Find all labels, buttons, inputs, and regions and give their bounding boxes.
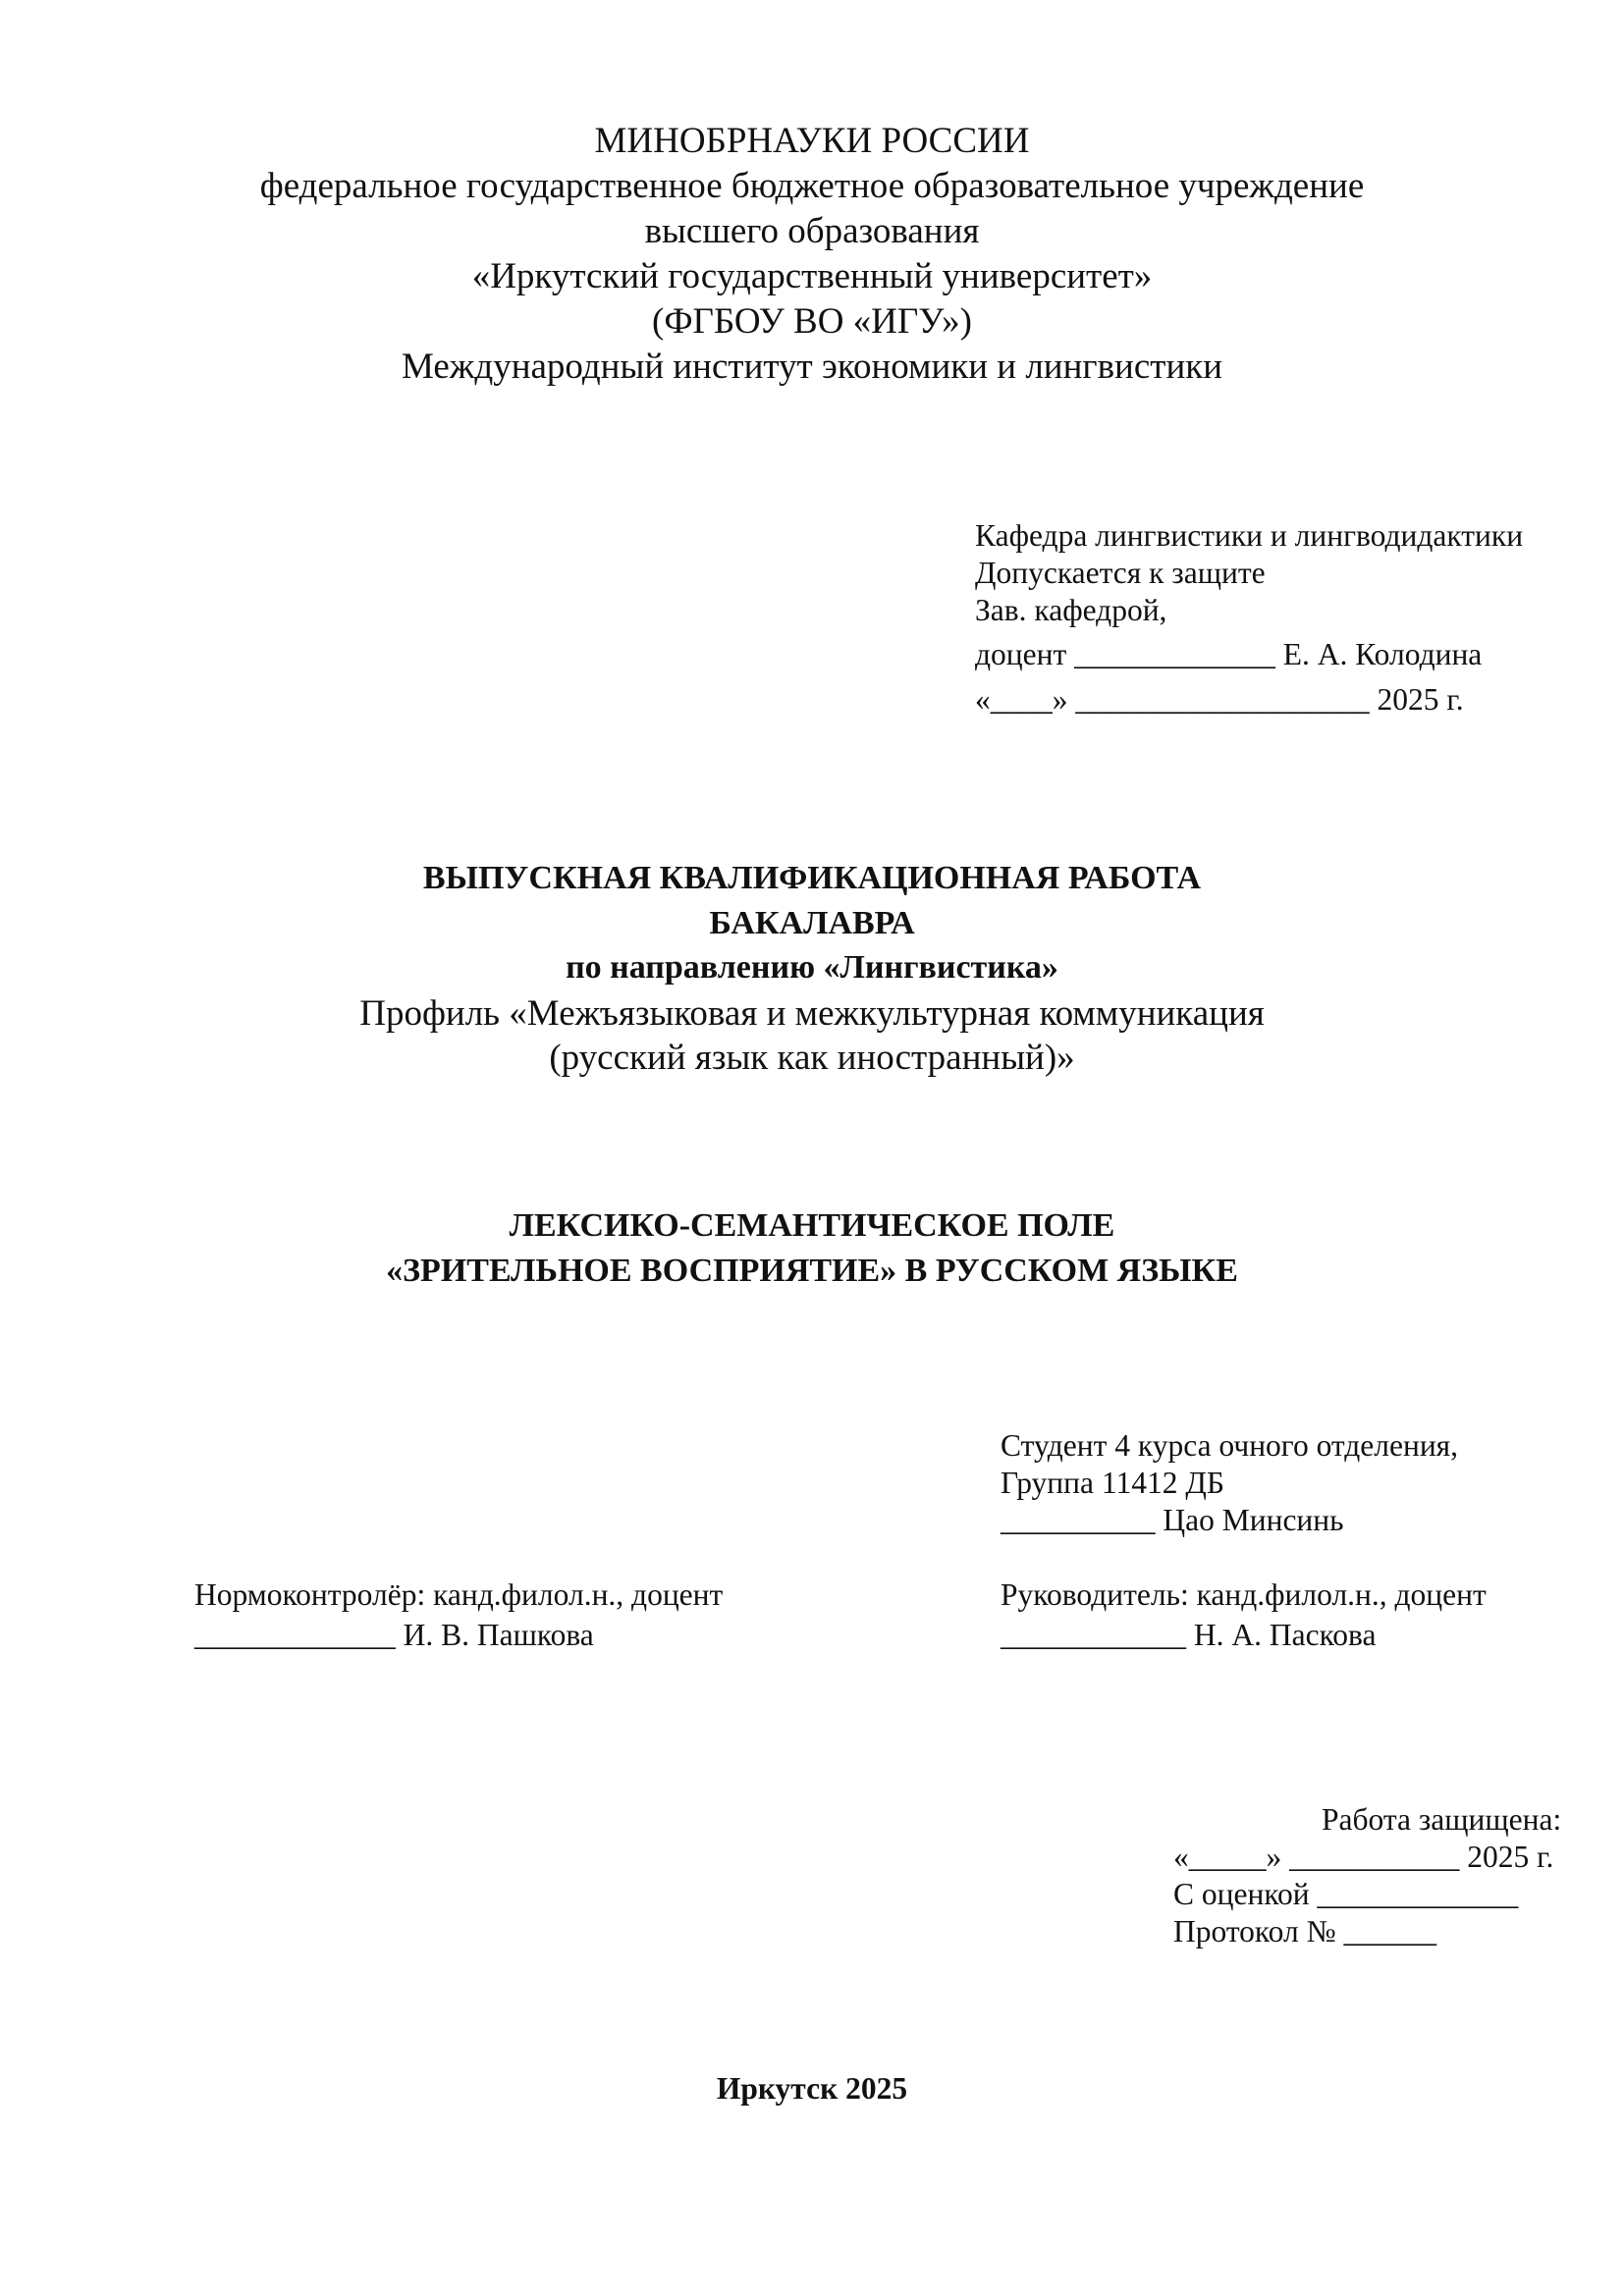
student-signature: __________ Цао Минсинь — [1001, 1503, 1344, 1537]
defense-status: Работа защищена: — [1322, 1802, 1562, 1837]
work-type-line1: ВЫПУСКНАЯ КВАЛИФИКАЦИОННАЯ РАБОТА — [422, 860, 1202, 896]
admission-date-line: «____» ___________________ 2025 г. — [975, 682, 1464, 717]
defense-date: «_____» ___________ 2025 г. — [1173, 1840, 1554, 1874]
ministry-title: МИНОБРНАУКИ РОССИИ — [594, 121, 1030, 161]
education-level: высшего образования — [644, 211, 980, 251]
topic-line2: «ЗРИТЕЛЬНОЕ ВОСПРИЯТИЕ» В РУССКОМ ЯЗЫКЕ — [386, 1253, 1238, 1289]
student-group: Группа 11412 ДБ — [1001, 1466, 1224, 1500]
work-type-line2: БАКАЛАВРА — [709, 905, 915, 941]
profile-line1: Профиль «Межъязыковая и межкультурная коммуникация — [359, 993, 1265, 1034]
institution-type: федеральное государственное бюджетное образовательное учреждение — [259, 166, 1365, 206]
topic-line1: ЛЕКСИКО-СЕМАНТИЧЕСКОЕ ПОЛЕ — [509, 1207, 1115, 1244]
normcontroller-signature: _____________ И. В. Пашкова — [194, 1618, 594, 1652]
university-name: «Иркутский государственный университет» — [471, 256, 1153, 296]
student-course: Студент 4 курса очного отделения, — [1001, 1428, 1459, 1463]
study-direction: по направлению «Лингвистика» — [566, 949, 1058, 986]
head-signature-line: доцент _____________ Е. А. Колодина — [975, 637, 1483, 671]
department-name: Кафедра лингвистики и лингводидактики — [975, 518, 1524, 553]
profile-line2: (русский язык как иностранный)» — [549, 1038, 1075, 1078]
university-abbreviation: (ФГБОУ ВО «ИГУ») — [652, 301, 972, 342]
supervisor-signature: ____________ Н. А. Паскова — [1001, 1618, 1377, 1652]
normcontroller-title: Нормоконтролёр: канд.филол.н., доцент — [194, 1577, 724, 1612]
department-head: Зав. кафедрой, — [975, 593, 1167, 627]
defense-grade: С оценкой _____________ — [1173, 1877, 1519, 1911]
defense-protocol: Протокол № ______ — [1173, 1914, 1436, 1949]
institute-name: Международный институт экономики и лингвистики — [401, 347, 1223, 387]
supervisor-title: Руководитель: канд.филол.н., доцент — [1001, 1577, 1487, 1612]
city-year: Иркутск 2025 — [716, 2071, 908, 2106]
admission-status: Допускается к защите — [975, 556, 1266, 590]
